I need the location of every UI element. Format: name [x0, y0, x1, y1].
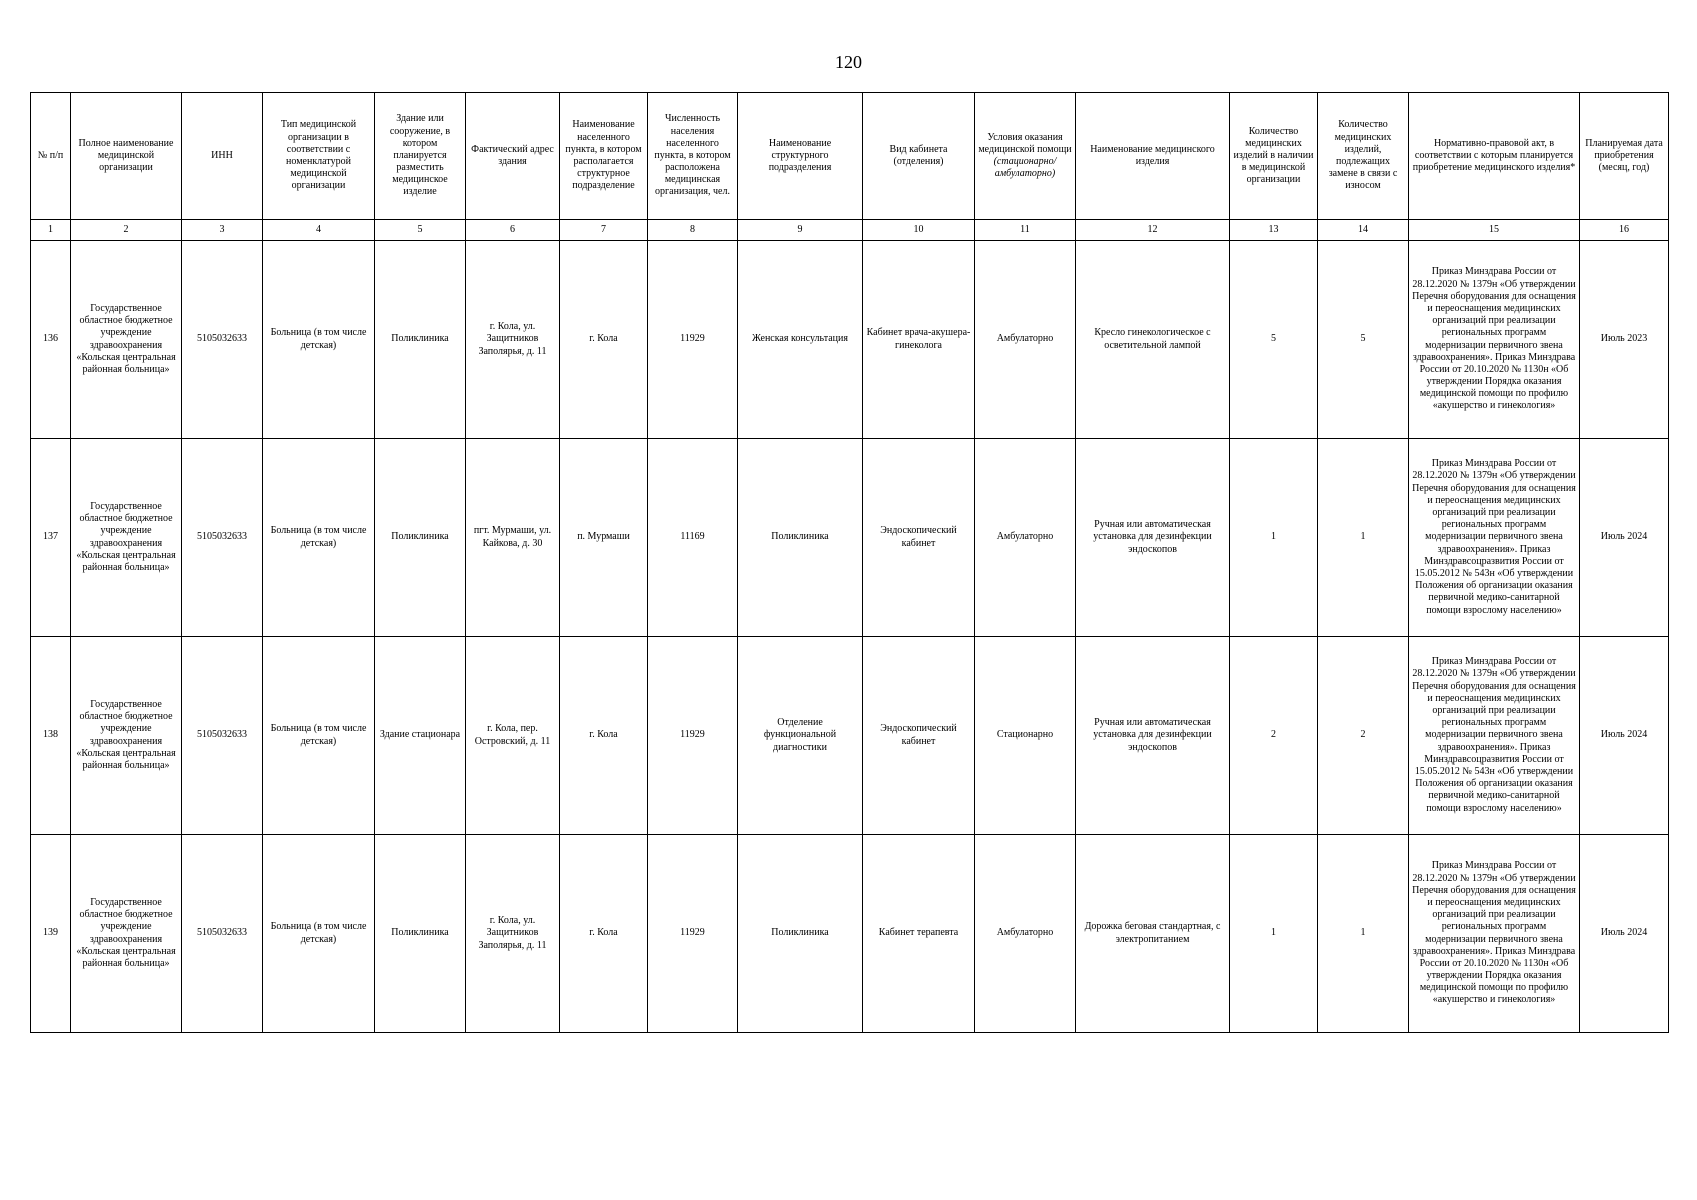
header-cell: Количество медицинских изделий, подлежащих замене в связи с износом: [1318, 93, 1409, 220]
header-conditions-label: Условия оказания медицинской помощи: [978, 131, 1072, 155]
header-cell: ИНН: [182, 93, 263, 220]
table-row: [31, 835, 1669, 1033]
row-number: 138: [31, 637, 71, 835]
header-cell: № п/п: [31, 93, 71, 220]
replace-count: 2: [1318, 637, 1409, 835]
table-row: [31, 241, 1669, 439]
device-name: Ручная или автоматическая установка для дезинфекции эндоскопов: [1076, 637, 1230, 835]
legal-act: Приказ Минздрава России от 28.12.2020 № 1379н «Об утверждении Перечня оборудования для оснащения и переоснащения медицинских организаций при реализации региональных программ модернизации первичного звена здравоохранения». Приказ Минздрава России от 20.10.2020 № 1130н «Об утверждении Порядка оказания медицинской помощи по профилю «акушерство и гинекология»: [1409, 835, 1580, 1033]
column-number: 8: [648, 220, 738, 241]
organization-name: Государственное областное бюджетное учреждение здравоохранения «Кольская центральная районная больница»: [71, 241, 182, 439]
population: 11929: [648, 637, 738, 835]
locality: г. Кола: [560, 835, 648, 1033]
organization-type: Больница (в том числе детская): [263, 835, 375, 1033]
column-number: 3: [182, 220, 263, 241]
population: 11929: [648, 241, 738, 439]
subdivision: Женская консультация: [738, 241, 863, 439]
header-cell: Количество медицинских изделий в наличии в медицинской организации: [1230, 93, 1318, 220]
cabinet-type: Эндоскопический кабинет: [863, 439, 975, 637]
row-number: 137: [31, 439, 71, 637]
address: пгт. Мурмаши, ул. Кайкова, д. 30: [466, 439, 560, 637]
organization-type: Больница (в том числе детская): [263, 241, 375, 439]
header-cell: Наименование медицинского изделия: [1076, 93, 1230, 220]
equipment-table: [30, 92, 1669, 1033]
replace-count: 1: [1318, 439, 1409, 637]
column-number: 16: [1580, 220, 1669, 241]
table-row: [31, 637, 1669, 835]
legal-act: Приказ Минздрава России от 28.12.2020 № 1379н «Об утверждении Перечня оборудования для оснащения и переоснащения медицинских организаций при реализации региональных программ модернизации первичного звена здравоохранения». Приказ Минздравсоцразвития России от 15.05.2012 № 543н «Об утверждении Положения об организации оказания первичной медико-санитарной помощи взрослому населению»: [1409, 439, 1580, 637]
header-cell: Наименование населенного пункта, в котором располагается структурное подразделение: [560, 93, 648, 220]
column-number: 5: [375, 220, 466, 241]
header-cell: Здание или сооружение, в котором планируется разместить медицинское изделие: [375, 93, 466, 220]
column-number: 10: [863, 220, 975, 241]
device-name: Дорожка беговая стандартная, с электропитанием: [1076, 835, 1230, 1033]
address: г. Кола, ул. Защитников Заполярья, д. 11: [466, 241, 560, 439]
subdivision: Поликлиника: [738, 835, 863, 1033]
replace-count: 5: [1318, 241, 1409, 439]
building: Поликлиника: [375, 241, 466, 439]
column-number-row: [31, 220, 1669, 241]
planned-date: Июль 2023: [1580, 241, 1669, 439]
inn: 5105032633: [182, 439, 263, 637]
locality: г. Кола: [560, 637, 648, 835]
column-number: 4: [263, 220, 375, 241]
inn: 5105032633: [182, 241, 263, 439]
cabinet-type: Кабинет терапевта: [863, 835, 975, 1033]
planned-date: Июль 2024: [1580, 439, 1669, 637]
header-cell: Вид кабинета (отделения): [863, 93, 975, 220]
building: Здание стационара: [375, 637, 466, 835]
column-number: 9: [738, 220, 863, 241]
header-cell: Планируемая дата приобретения (месяц, год): [1580, 93, 1669, 220]
legal-act: Приказ Минздрава России от 28.12.2020 № 1379н «Об утверждении Перечня оборудования для оснащения и переоснащения медицинских организаций при реализации региональных программ модернизации первичного звена здравоохранения». Приказ Минздравсоцразвития России от 15.05.2012 № 543н «Об утверждении Положения об организации оказания первичной медико-санитарной помощи взрослому населению»: [1409, 637, 1580, 835]
header-conditions-italic: (стационарно/ амбулаторно): [993, 156, 1057, 180]
column-number: 14: [1318, 220, 1409, 241]
organization-name: Государственное областное бюджетное учреждение здравоохранения «Кольская центральная районная больница»: [71, 439, 182, 637]
header-cell: Полное наименование медицинской организации: [71, 93, 182, 220]
table-row: [31, 439, 1669, 637]
care-conditions: Амбулаторно: [975, 241, 1076, 439]
building: Поликлиника: [375, 835, 466, 1033]
population: 11169: [648, 439, 738, 637]
organization-name: Государственное областное бюджетное учреждение здравоохранения «Кольская центральная районная больница»: [71, 637, 182, 835]
header-cell-conditions: [975, 93, 1076, 220]
device-count: 1: [1230, 835, 1318, 1033]
legal-act: Приказ Минздрава России от 28.12.2020 № 1379н «Об утверждении Перечня оборудования для оснащения и переоснащения медицинских организаций при реализации региональных программ модернизации первичного звена здравоохранения». Приказ Минздрава России от 20.10.2020 № 1130н «Об утверждении Порядка оказания медицинской помощи по профилю «акушерство и гинекология»: [1409, 241, 1580, 439]
row-number: 136: [31, 241, 71, 439]
organization-name: Государственное областное бюджетное учреждение здравоохранения «Кольская центральная районная больница»: [71, 835, 182, 1033]
column-number: 12: [1076, 220, 1230, 241]
column-number: 7: [560, 220, 648, 241]
care-conditions: Стационарно: [975, 637, 1076, 835]
planned-date: Июль 2024: [1580, 835, 1669, 1033]
column-number: 2: [71, 220, 182, 241]
page-number: 120: [835, 52, 862, 72]
column-number: 13: [1230, 220, 1318, 241]
cabinet-type: Кабинет врача-акушера-гинеколога: [863, 241, 975, 439]
organization-type: Больница (в том числе детская): [263, 439, 375, 637]
address: г. Кола, ул. Защитников Заполярья, д. 11: [466, 835, 560, 1033]
building: Поликлиника: [375, 439, 466, 637]
row-number: 139: [31, 835, 71, 1033]
column-number: 15: [1409, 220, 1580, 241]
header-cell: Тип медицинской организации в соответствии с номенклатурой медицинской организации: [263, 93, 375, 220]
planned-date: Июль 2024: [1580, 637, 1669, 835]
header-cell: Наименование структурного подразделения: [738, 93, 863, 220]
column-number: 1: [31, 220, 71, 241]
replace-count: 1: [1318, 835, 1409, 1033]
care-conditions: Амбулаторно: [975, 439, 1076, 637]
care-conditions: Амбулаторно: [975, 835, 1076, 1033]
device-name: Ручная или автоматическая установка для дезинфекции эндоскопов: [1076, 439, 1230, 637]
device-count: 5: [1230, 241, 1318, 439]
header-cell: Нормативно-правовой акт, в соответствии с которым планируется приобретение медицинского изделия*: [1409, 93, 1580, 220]
inn: 5105032633: [182, 835, 263, 1033]
inn: 5105032633: [182, 637, 263, 835]
device-count: 2: [1230, 637, 1318, 835]
device-name: Кресло гинекологическое с осветительной лампой: [1076, 241, 1230, 439]
subdivision: Поликлиника: [738, 439, 863, 637]
header-cell: Фактический адрес здания: [466, 93, 560, 220]
address: г. Кола, пер. Островский, д. 11: [466, 637, 560, 835]
population: 11929: [648, 835, 738, 1033]
subdivision: Отделение функциональной диагностики: [738, 637, 863, 835]
device-count: 1: [1230, 439, 1318, 637]
locality: г. Кола: [560, 241, 648, 439]
locality: п. Мурмаши: [560, 439, 648, 637]
organization-type: Больница (в том числе детская): [263, 637, 375, 835]
column-number: 6: [466, 220, 560, 241]
header-cell: Численность населения населенного пункта, в котором расположена медицинская организация, чел.: [648, 93, 738, 220]
header-row: [31, 93, 1669, 220]
cabinet-type: Эндоскопический кабинет: [863, 637, 975, 835]
column-number: 11: [975, 220, 1076, 241]
